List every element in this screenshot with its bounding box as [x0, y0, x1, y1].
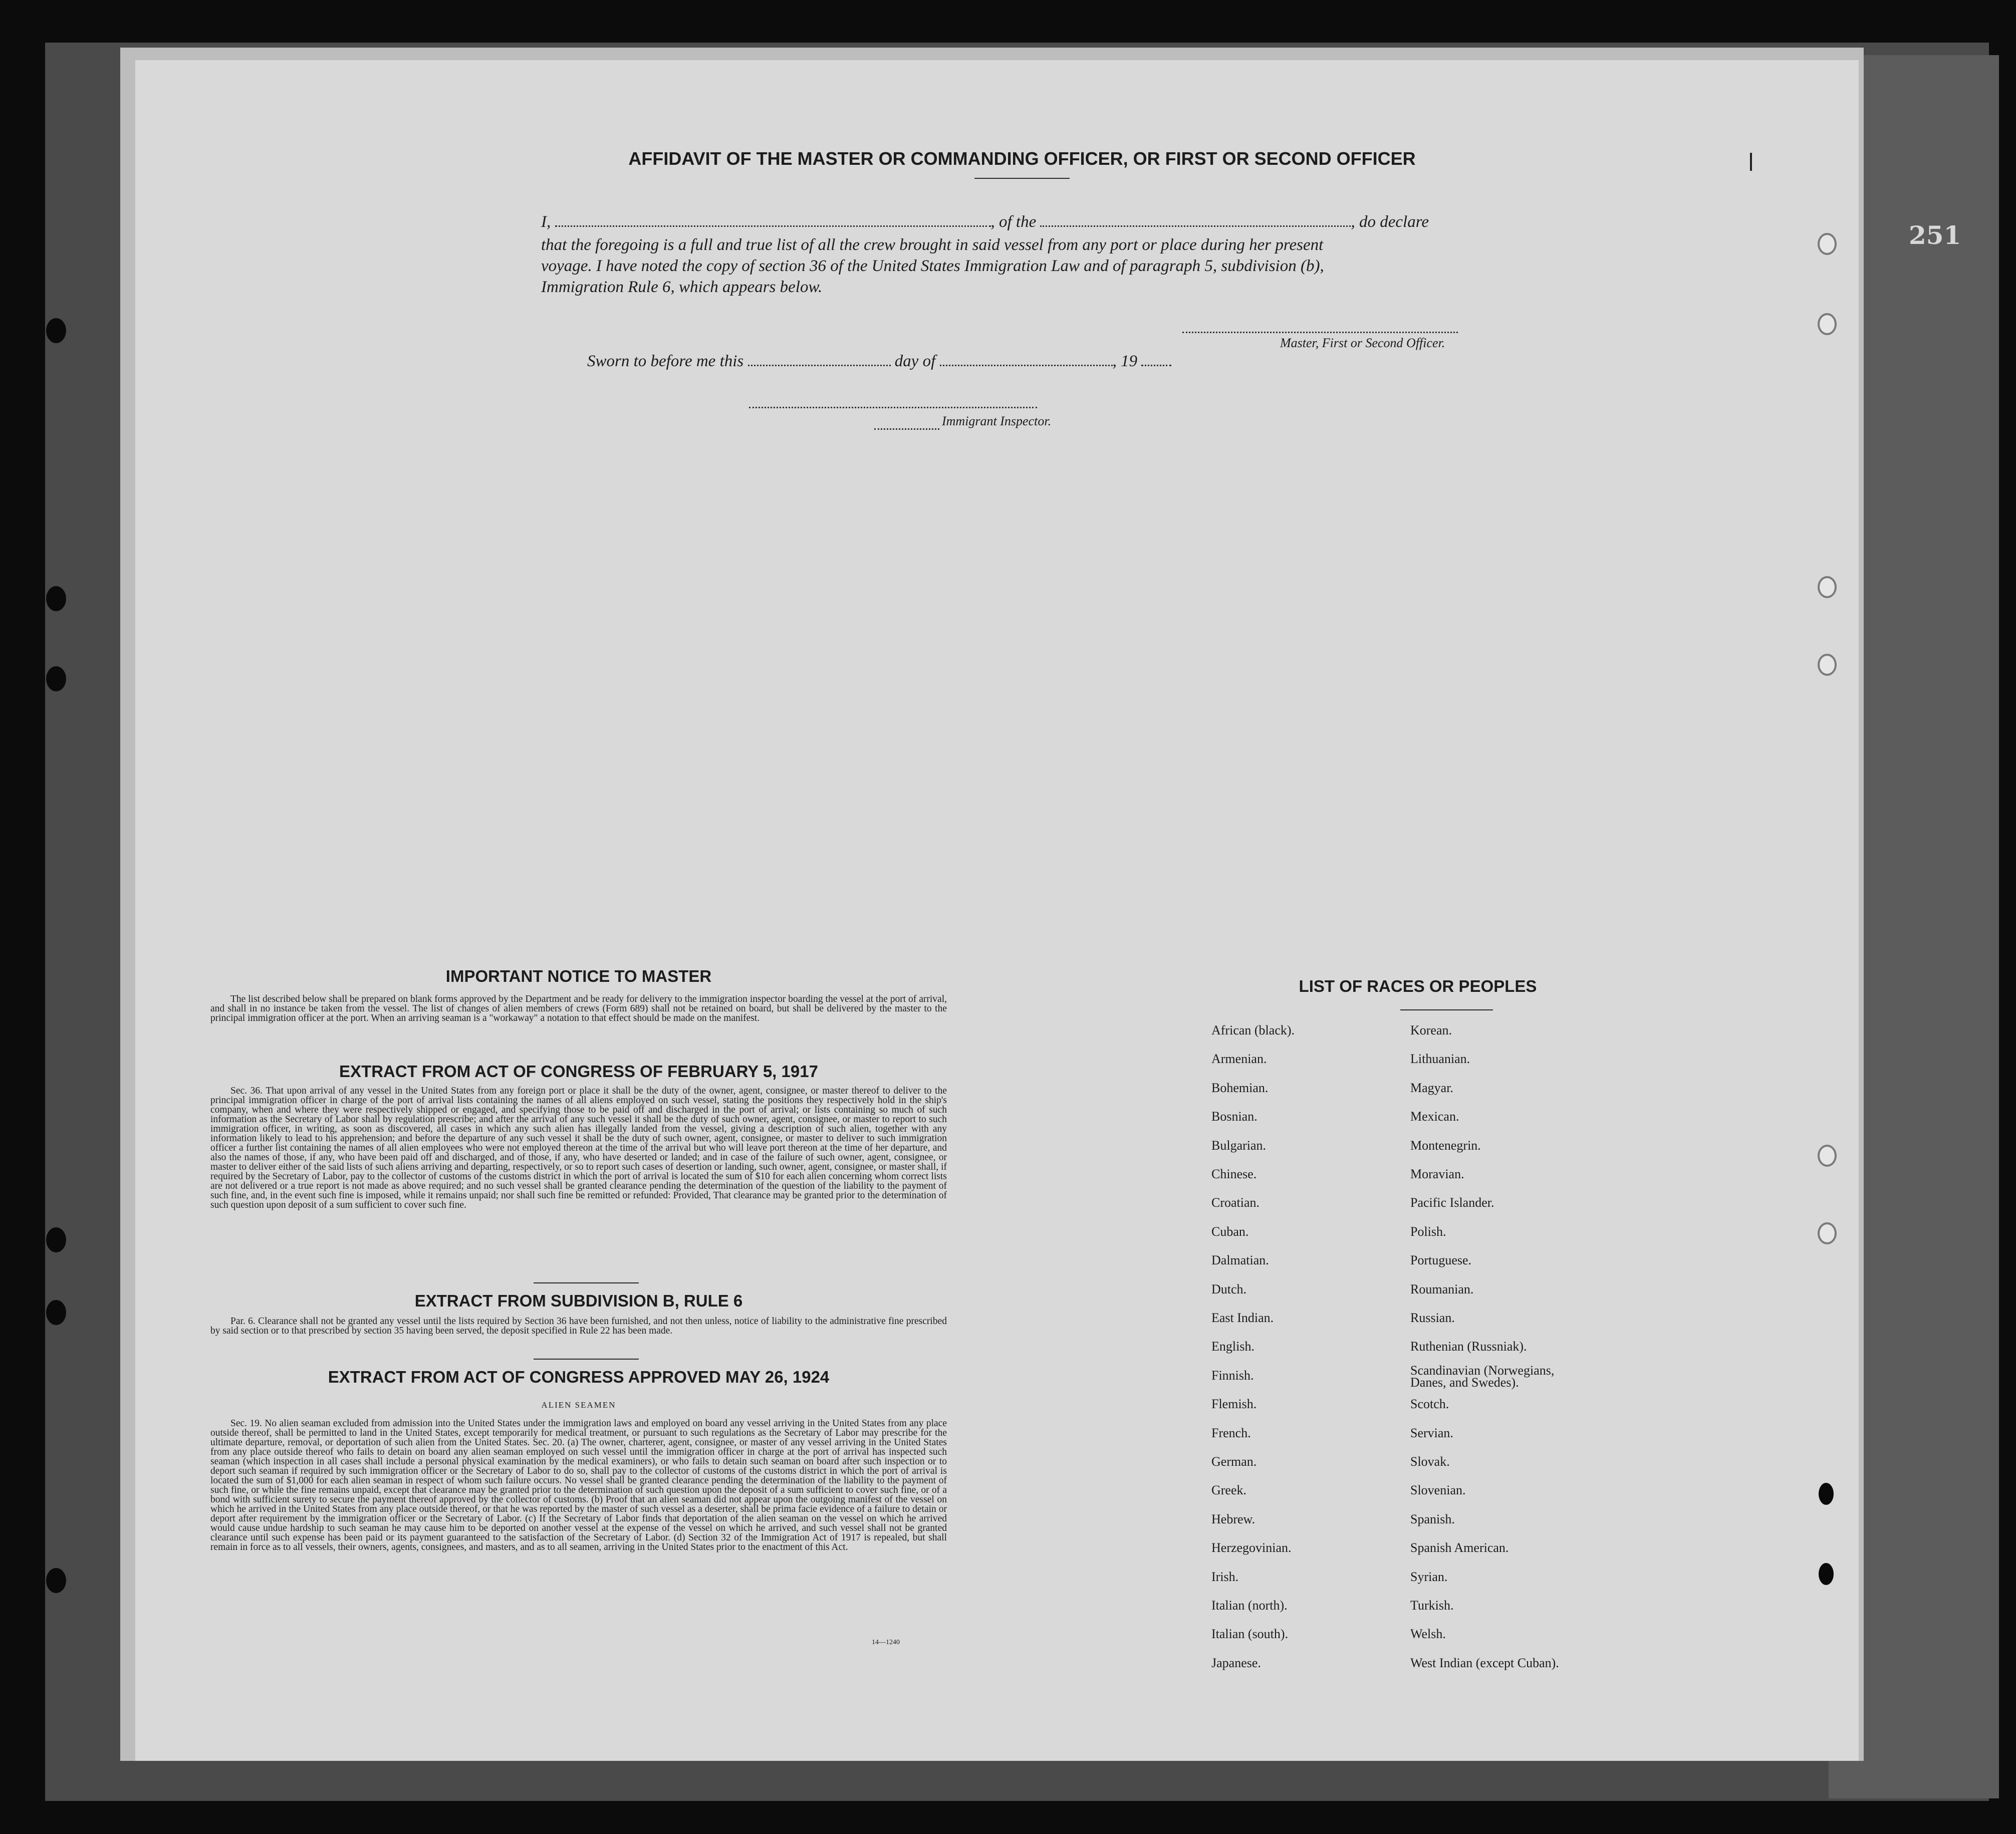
race-item: Syrian.	[1410, 1569, 1448, 1584]
races-divider	[1400, 1009, 1493, 1010]
sworn-year-blank[interactable]	[1141, 354, 1171, 366]
race-item: Korean.	[1410, 1023, 1452, 1037]
race-item: Bohemian.	[1211, 1080, 1269, 1095]
affidavit-line-1: I, , of the , do declare	[541, 213, 1429, 231]
affidavit-line-4: Immigration Rule 6, which appears below.	[541, 278, 823, 296]
race-item: Roumanian.	[1410, 1281, 1474, 1296]
extract2-title: EXTRACT FROM SUBDIVISION B, RULE 6	[414, 1291, 743, 1310]
race-item: Slovak.	[1410, 1454, 1450, 1469]
race-item: Bulgarian.	[1211, 1138, 1267, 1153]
race-item: Flemish.	[1211, 1397, 1257, 1412]
notice-body: The list described below shall be prepared on blank forms approved by the Department and be ready for delivery to the immigration inspector boarding the vessel at the port of arrival, and shall in no instance be taken from the vessel. The list of changes of alien members of crews (Form 689) shall not be retained on board, but shall be delivered by the master to the principal immigration officer at the port. When an arriving seaman is a "workaway" a notation to that effect should be made on the manifest.	[210, 994, 947, 1023]
punch-hole-icon	[1819, 1563, 1834, 1585]
punch-ring-icon	[1818, 1145, 1837, 1167]
extract1-title: EXTRACT FROM ACT OF CONGRESS OF FEBRUARY 5, 1917	[339, 1062, 818, 1081]
punch-ring-icon	[1818, 313, 1837, 335]
race-item: Cuban.	[1211, 1224, 1249, 1239]
race-item: Armenian.	[1211, 1052, 1267, 1067]
extract1-body: Sec. 36. That upon arrival of any vessel in the United States from any foreign port or place it shall be the duty of the owner, agent, consignee, or master thereof to deliver to the principal immigration officer in charge of the port of arrival lists containing the names of all aliens employed on such vessel, stating the positions they respectively hold in the ship's company, when and where they were respectively shipped or engaged, and specifying those to be paid off and discharged in the port of arrival; or lists containing so much of such information as the Secretary of Labor shall by regulation prescribe; and after the arrival of any such vessel it shall be the duty of such owner, agent, consignee, or master to report to such immigration officer, in writing, as soon as discovered, all cases in which any such alien has illegally landed from the vessel, giving a description of such alien, together with any information likely to lead to his apprehension; and before the departure of any such vessel it shall be the duty of such owner, agent, consignee, or master to deliver to such immigration officer a further list containing the names of all alien employees who were not employed thereon at the time of the arrival but who will leave port thereon at the time of her departure, and also the names of those, if any, who have been paid off and discharged, and of those, if any, who have deserted or landed; and in case of the failure of such owner, agent, consignee, or master to deliver either of the said lists of such aliens arriving and departing, respectively, or so to report such cases of desertion or landing, such owner, agent, consignee, or master shall, if required by the Secretary of Labor, pay to the collector of customs of the customs district in which the port of arrival is located the sum of $10 for each alien concerning whom correct lists are not delivered or a true report is not made as above required; and no such vessel shall be granted clearance pending the determination of the question of the liability to the payment of such fine, and, in the event such fine is imposed, while it remains unpaid; nor shall such fine be remitted or refunded: Provided, That clearance may be granted prior to the determination of such question upon deposit of a sum sufficient to cover such fine.	[210, 1086, 947, 1210]
page-number: 251	[1909, 220, 1961, 250]
punch-hole-icon	[46, 1300, 66, 1325]
race-item: Spanish.	[1410, 1511, 1455, 1526]
race-item: Hebrew.	[1211, 1511, 1255, 1526]
extract3-subtitle: ALIEN SEAMEN	[541, 1400, 616, 1410]
race-item: Servian.	[1410, 1425, 1453, 1440]
punch-hole-icon	[46, 666, 66, 691]
race-item: Croatian.	[1211, 1195, 1260, 1210]
race-item: Polish.	[1410, 1224, 1446, 1239]
section-divider	[534, 1359, 639, 1360]
race-item: Magyar.	[1410, 1080, 1453, 1095]
race-item: Irish.	[1211, 1569, 1239, 1584]
race-item: Spanish American.	[1410, 1540, 1509, 1555]
punch-hole-icon	[1819, 1483, 1834, 1505]
punch-ring-icon	[1818, 576, 1837, 598]
race-item: Portuguese.	[1410, 1253, 1472, 1268]
race-item: German.	[1211, 1454, 1257, 1469]
race-item: Moravian.	[1410, 1167, 1464, 1181]
punch-hole-icon	[46, 318, 66, 343]
signature-blank[interactable]	[1182, 321, 1458, 333]
sworn-day-blank[interactable]	[748, 354, 891, 366]
extract3-body: Sec. 19. No alien seaman excluded from admission into the United States under the immigration laws and employed on board any vessel arriving in the United States from any place outside thereof, shall be permitted to land in the United States, except temporarily for medical treatment, or pursuant to such regulations as the Secretary of Labor may prescribe for the ultimate departure, removal, or deportation of such alien from the United States. Sec. 20. (a) The owner, charterer, agent, consignee, or master of any vessel arriving in the United States from any place outside thereof who fails to detain on board any alien seaman employed on such vessel until the immigration officer in charge at the port of arrival has inspected such seaman (which inspection in all cases shall include a personal physical examination by the medical examiners), or who fails to detain such seaman on board after such inspection or to deport such seaman if required by such immigration officer or the Secretary of Labor to do so, shall pay to the collector of customs of the customs district in which the port of arrival is located the sum of $1,000 for each alien seaman in respect of whom such failure occurs. No vessel shall be granted clearance pending the determination of the liability to the payment of such fine, or while the fine remains unpaid, except that clearance may be granted prior to the determination of such question upon the deposit of a sum sufficient to cover such fine, or of a bond with sufficient surety to secure the payment thereof approved by the collector of customs. (b) Proof that an alien seaman did not appear upon the outgoing manifest of the vessel on which he arrived in the United States from any place outside thereof, or that he was reported by the master of such vessel as a deserter, shall be prima facie evidence of a failure to detain or deport after requirement by the immigration officer or the Secretary of Labor. (c) If the Secretary of Labor finds that deportation of the alien seaman on the vessel on which he arrived would cause undue hardship to such seaman he may cause him to be deported on another vessel at the expense of the vessel on which he arrived, and such vessel shall not be granted clearance until such expense has been paid or its payment guaranteed to the satisfaction of the Secretary of Labor. (d) Section 32 of the Immigration Act of 1917 is repealed, but shall remain in force as to all vessels, their owners, agents, consignees, and masters, and as to all seamen, arriving in the United States prior to the enactment of this Act.	[210, 1418, 947, 1552]
punch-ring-icon	[1818, 233, 1837, 255]
sworn-line: Sworn to before me this day of , 19	[587, 351, 1554, 372]
title-divider	[974, 178, 1070, 179]
race-item: Slovenian.	[1410, 1483, 1466, 1498]
race-item: Greek.	[1211, 1483, 1247, 1498]
race-item: Italian (north).	[1211, 1598, 1288, 1613]
race-item: Welsh.	[1410, 1627, 1446, 1642]
race-item: Turkish.	[1410, 1598, 1454, 1613]
race-item: Bosnian.	[1211, 1109, 1257, 1124]
race-item: Dutch.	[1211, 1281, 1247, 1296]
race-item: Montenegrin.	[1410, 1138, 1481, 1153]
race-item: Italian (south).	[1211, 1627, 1289, 1642]
affidavit-line-3: voyage. I have noted the copy of section 36 of the United States Immigration Law and of paragraph 5, subdivision (b),	[541, 257, 1324, 275]
race-item: Mexican.	[1410, 1109, 1459, 1124]
punch-hole-icon	[46, 586, 66, 611]
race-item: Japanese.	[1211, 1655, 1261, 1670]
form-number: 14—1240	[872, 1639, 900, 1646]
race-item: Russian.	[1410, 1311, 1455, 1325]
race-item: Lithuanian.	[1410, 1052, 1470, 1067]
affidavit-line-2: that the foregoing is a full and true list of all the crew brought in said vessel from any port or place during her present	[541, 236, 1324, 254]
race-item: Scandinavian (Norwegians, Danes, and Swedes).	[1410, 1363, 1555, 1390]
punch-hole-icon	[46, 1568, 66, 1593]
race-item: Chinese.	[1211, 1167, 1257, 1181]
race-item: Dalmatian.	[1211, 1253, 1269, 1268]
race-item: Pacific Islander.	[1410, 1195, 1494, 1210]
section-divider	[534, 1282, 639, 1283]
race-item: West Indian (except Cuban).	[1410, 1655, 1559, 1670]
race-item: French.	[1211, 1425, 1251, 1440]
race-item: English.	[1211, 1339, 1254, 1354]
vessel-blank[interactable]	[1040, 214, 1351, 227]
punch-ring-icon	[1818, 1222, 1837, 1244]
punch-ring-icon	[1818, 654, 1837, 676]
affidavit-title: AFFIDAVIT OF THE MASTER OR COMMANDING OFFICER, OR FIRST OR SECOND OFFICER	[628, 148, 1416, 169]
races-title: LIST OF RACES OR PEOPLES	[1299, 977, 1537, 995]
race-item: African (black).	[1211, 1023, 1295, 1037]
extract2-body: Par. 6. Clearance shall not be granted any vessel until the lists required by Section 36 have been furnished, and not then unless, notice of liability to the administrative fine prescribed by said section or to that prescribed by section 35 having been served, the deposit specified in Rule 22 has been made.	[210, 1316, 947, 1336]
name-blank[interactable]	[555, 214, 991, 227]
race-item: Finnish.	[1211, 1368, 1254, 1383]
punch-hole-icon	[46, 1227, 66, 1252]
inspector-label: Immigrant Inspector.	[942, 414, 1052, 428]
inspector-signature-blank[interactable]	[749, 396, 1037, 408]
signature-label: Master, First or Second Officer.	[1280, 336, 1445, 350]
race-item: Herzegovinian.	[1211, 1540, 1292, 1555]
extract3-title: EXTRACT FROM ACT OF CONGRESS APPROVED MAY 26, 1924	[328, 1368, 830, 1386]
race-item: Scotch.	[1410, 1397, 1449, 1412]
sworn-month-blank[interactable]	[940, 354, 1113, 366]
margin-mark	[1750, 153, 1752, 171]
notice-title: IMPORTANT NOTICE TO MASTER	[445, 967, 712, 985]
inspector-prefix-blank[interactable]	[874, 417, 939, 430]
race-item: Ruthenian (Russniak).	[1410, 1339, 1527, 1354]
race-item: East Indian.	[1211, 1311, 1274, 1325]
